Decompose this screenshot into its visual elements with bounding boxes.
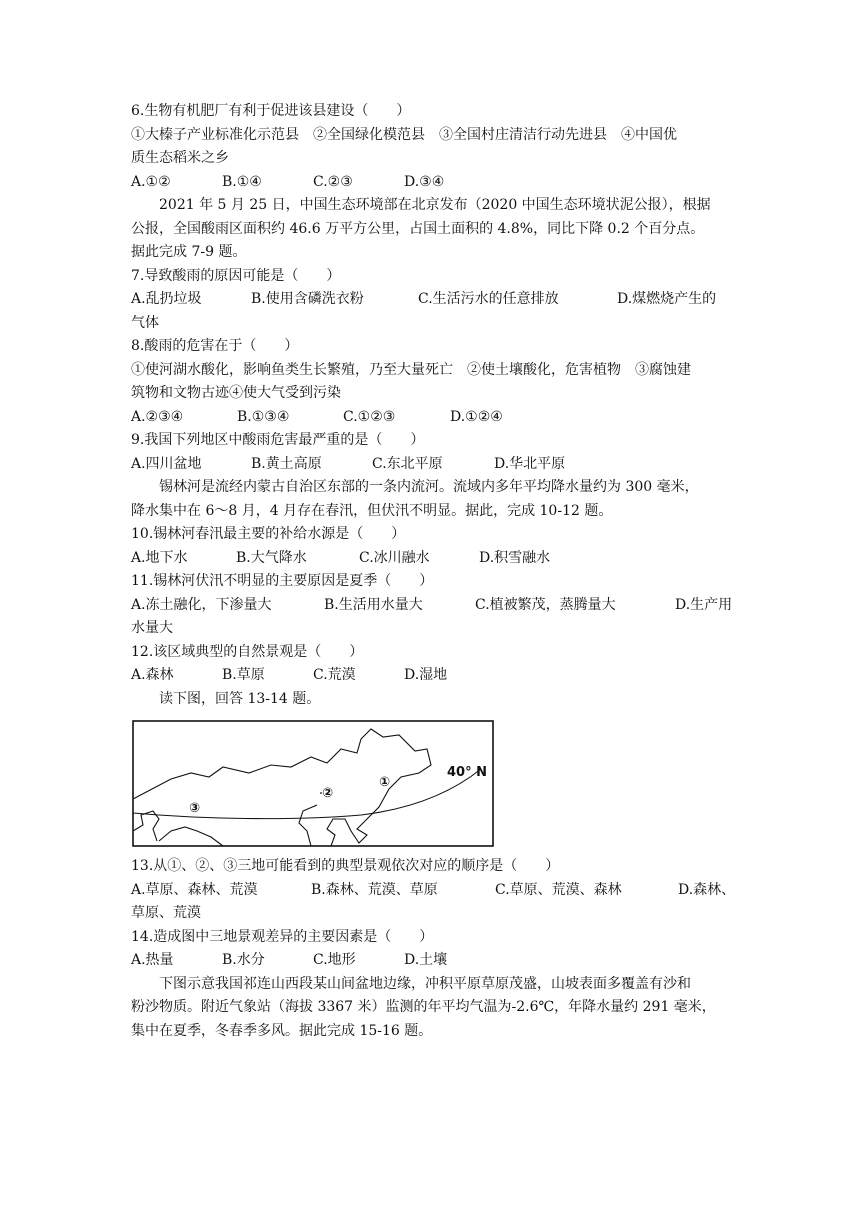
q7-options	[131, 288, 731, 312]
q8-option-d[interactable]: D.①②④	[450, 408, 503, 425]
passage2-line2: 降水集中在 6～8 月，4 月存在春汛，但伏汛不明显。据此，完成 10-12 题。	[131, 502, 613, 519]
q7-option-c[interactable]: C.生活污水的任意排放	[418, 291, 559, 307]
q8-items-line1: ①使河湖水酸化，影响鱼类生长繁殖，乃至大量死亡 ②使土壤酸化，危害植物 ③腐蚀建	[131, 361, 691, 378]
q6-option-c[interactable]: C.②③	[313, 173, 353, 190]
q6-option-b[interactable]: B.①④	[222, 173, 262, 190]
q13-option-d-cont: 草原、荒漠	[131, 905, 201, 921]
latitude-40n-line	[133, 769, 481, 819]
read-map-instruction: 读下图，回答 13-14 题。	[159, 690, 321, 707]
q14-stem: 14.造成图中三地景观差异的主要因素是（ ）	[131, 928, 434, 945]
q7-option-d-cont: 气体	[131, 314, 159, 331]
q8-options	[131, 406, 731, 430]
q6-options	[131, 171, 731, 195]
passage3-line3: 集中在夏季，冬春季多风。据此完成 15-16 题。	[131, 1022, 433, 1039]
q14-option-c[interactable]: C.地形	[313, 952, 356, 968]
q13-option-b[interactable]: B.森林、荒漠、草原	[311, 881, 438, 898]
q9-option-d[interactable]: D.华北平原	[494, 455, 566, 472]
west-boundary	[133, 811, 159, 841]
q10-option-a[interactable]: A.地下水	[131, 549, 188, 566]
q14-options	[131, 949, 731, 973]
q14-option-d[interactable]: D.土壤	[404, 952, 448, 968]
passage1-line2: 公报，全国酸雨区面积约 46.6 万平方公里，占国土面积的 4.8%，同比下降 0.2 个百分点。	[131, 220, 705, 237]
q9-option-c[interactable]: C.东北平原	[372, 455, 443, 472]
q10-options	[131, 547, 731, 571]
q11-options	[131, 594, 731, 618]
q9-option-b[interactable]: B.黄土高原	[251, 455, 322, 472]
q9-stem: 9.我国下列地区中酸雨危害最严重的是（ ）	[131, 432, 425, 448]
q6-option-a[interactable]: A.①②	[131, 173, 171, 190]
q7-option-d[interactable]: D.煤燃烧产生的	[617, 291, 717, 307]
q7-stem: 7.导致酸雨的原因可能是（ ）	[131, 267, 341, 284]
map-label-2: ②	[322, 786, 334, 801]
q12-options	[131, 664, 731, 688]
q11-stem: 11.锡林河伏汛不明显的主要原因是夏季（ ）	[131, 573, 434, 589]
q9-option-a[interactable]: A.四川盆地	[131, 455, 202, 472]
q11-option-d[interactable]: D.生产用	[675, 596, 733, 613]
document-page	[131, 100, 736, 1043]
passage1-line1: 2021 年 5 月 25 日，中国生态环境部在北京发布（2020 中国生态环境状泥公报），根据	[159, 197, 711, 213]
q8-option-c[interactable]: C.①②③	[343, 408, 396, 425]
q11-option-a[interactable]: A.冻土融化，下渗量大	[131, 596, 272, 613]
q6-stem: 6.生物有机肥厂有利于促进该县建设（ ）	[131, 103, 411, 119]
q9-options	[131, 453, 731, 477]
coast-segment	[299, 805, 317, 846]
map-figure	[131, 719, 496, 849]
q14-option-a[interactable]: A.热量	[131, 952, 174, 968]
q8-option-a[interactable]: A.②③④	[131, 408, 184, 425]
q6-items-line2: 质生态稻米之乡	[131, 150, 229, 166]
q8-option-b[interactable]: B.①③④	[237, 408, 290, 425]
q12-option-d[interactable]: D.湿地	[404, 667, 448, 683]
map-label-3: ③	[189, 801, 201, 816]
q7-option-b[interactable]: B.使用含磷洗衣粉	[251, 291, 364, 307]
q13-option-a[interactable]: A.草原、森林、荒漠	[131, 881, 258, 898]
q6-option-d[interactable]: D.③④	[404, 173, 445, 190]
q7-option-a[interactable]: A.乱扔垃圾	[131, 291, 202, 307]
passage1-line3: 据此完成 7-9 题。	[131, 244, 247, 260]
q8-stem: 8.酸雨的危害在于（ ）	[131, 338, 299, 354]
passage3-line2: 粉沙物质。附近气象站（海拔 3367 米）监测的年平均气温为-2.6℃，年降水量约 291 毫米，	[131, 999, 716, 1015]
q13-stem: 13.从①、②、③三地可能看到的典型景观依次对应的顺序是（ ）	[131, 858, 560, 874]
q14-option-b[interactable]: B.水分	[222, 952, 265, 968]
q10-option-c[interactable]: C.冰川融水	[359, 549, 430, 566]
q11-option-d-cont: 水量大	[131, 620, 173, 636]
latitude-label: 40° N	[447, 765, 487, 780]
map-label-1: ①	[379, 775, 391, 790]
southwest-boundary	[159, 827, 223, 846]
passage3-line1: 下图示意我国祁连山西段某山间盆地边缘，冲积平原草原茂盛，山坡表面多覆盖有沙和	[159, 975, 691, 992]
q13-option-c[interactable]: C.草原、荒漠、森林	[495, 881, 622, 898]
q10-stem: 10.锡林河春汛最主要的补给水源是（ ）	[131, 526, 406, 542]
map-svg	[131, 719, 496, 849]
q12-stem: 12.该区域典型的自然景观是（ ）	[131, 643, 364, 660]
q13-options	[131, 879, 736, 903]
q12-option-c[interactable]: C.荒漠	[313, 667, 356, 683]
q12-option-a[interactable]: A.森林	[131, 667, 174, 683]
q11-option-b[interactable]: B.生活用水量大	[324, 596, 423, 613]
q12-option-b[interactable]: B.草原	[222, 667, 265, 683]
q11-option-c[interactable]: C.植被繁茂，蒸腾量大	[475, 596, 616, 613]
q8-items-line2: 筑物和文物古迹④使大气受到污染	[131, 385, 341, 401]
q10-option-b[interactable]: B.大气降水	[236, 549, 307, 566]
q13-option-d[interactable]: D.森林、	[678, 881, 736, 898]
q6-items-line1: ①大榛子产业标准化示范县 ②全国绿化模范县 ③全国村庄清洁行动先进县 ④中国优	[131, 126, 677, 143]
q10-option-d[interactable]: D.积雪融水	[479, 549, 551, 566]
passage2-line1: 锡林河是流经内蒙古自治区东部的一条内流河。流域内多年平均降水量约为 300 毫米，	[159, 479, 699, 495]
